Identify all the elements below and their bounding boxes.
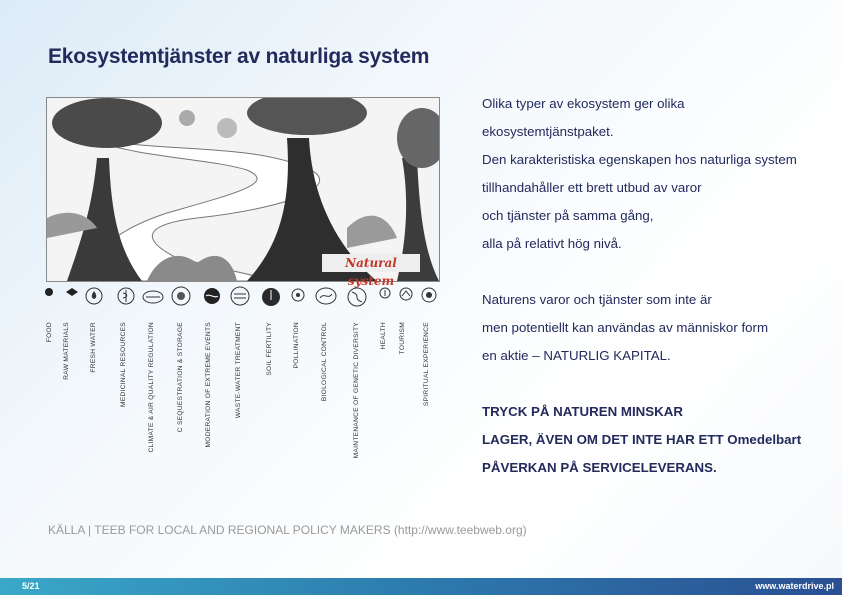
service-label: FRESH WATER [90, 322, 97, 373]
pollination-icon [289, 286, 307, 304]
service-label: TOURISM [399, 322, 406, 355]
source-citation: KÄLLA | TEEB FOR LOCAL AND REGIONAL POLICY MAKERS (http://www.teebweb.org) [48, 523, 527, 537]
medicinal-resources-icon [116, 286, 136, 306]
paragraph-ecosystem-packages [482, 90, 822, 258]
text-line: Den karakteristiska egenskapen hos naturliga system [482, 152, 797, 167]
text-line: LAGER, ÄVEN OM DET INTE HAR ETT Omedelbart [482, 432, 802, 447]
page-number: 5/21 [22, 581, 40, 591]
ecosystem-service-labels [40, 322, 440, 472]
natural-system-illustration [46, 97, 440, 288]
website-link[interactable]: www.waterdrive.pl [755, 581, 834, 591]
biological-control-icon [314, 286, 338, 306]
service-label: MAINTENANCE OF GENETIC DIVERSITY [353, 322, 360, 459]
text-line: men potentiellt kan användas av människor form [482, 320, 769, 335]
waste-water-icon [229, 286, 251, 306]
footer-bar [0, 578, 842, 595]
service-label: POLLINATION [293, 322, 300, 369]
c-sequestration-icon [170, 286, 192, 306]
ecosystem-service-icons [44, 286, 444, 312]
service-label: C SEQUESTRATION & STORAGE [177, 322, 184, 433]
text-line: TRYCK PÅ NATUREN MINSKAR [482, 404, 683, 419]
spiritual-experience-icon [420, 286, 438, 304]
text-line: en aktie – NATURLIG KAPITAL. [482, 348, 671, 363]
service-label: FOOD [46, 322, 53, 343]
genetic-diversity-icon [346, 286, 368, 308]
text-line: Naturens varor och tjänster som inte är [482, 292, 712, 307]
health-icon [378, 286, 392, 300]
service-label: RAW MATERIALS [63, 322, 70, 380]
text-line: ekosystemtjänstpaket. [482, 124, 614, 139]
slide-body-text [482, 90, 822, 482]
service-label: CLIMATE & AIR QUALITY REGULATION [148, 322, 155, 453]
natural-system-label: Natural system [322, 254, 420, 272]
paragraph-natural-capital [482, 286, 822, 370]
service-label: WASTE-WATER TREATMENT [235, 322, 242, 419]
text-line: PÅVERKAN PÅ SERVICELEVERANS. [482, 460, 717, 475]
service-label: MEDICINAL RESOURCES [120, 322, 127, 407]
service-label: MODERATION OF EXTREME EVENTS [205, 322, 212, 448]
service-label: SPIRITUAL EXPERIENCE [423, 322, 430, 407]
text-line: tillhandahåller ett brett utbud av varor [482, 180, 702, 195]
food-icon [44, 286, 56, 298]
extreme-events-icon [202, 286, 222, 306]
soil-fertility-icon [260, 286, 282, 308]
paragraph-pressure-warning [482, 398, 822, 482]
raw-materials-icon [65, 286, 79, 298]
air-quality-icon [142, 286, 164, 306]
tourism-icon [398, 286, 414, 302]
service-label: HEALTH [380, 322, 387, 350]
service-label: SOIL FERTILITY [266, 322, 273, 376]
text-line: alla på relativt hög nivå. [482, 236, 622, 251]
fresh-water-icon [84, 286, 104, 306]
service-label: BIOLOGICAL CONTROL [321, 322, 328, 402]
slide-title: Ekosystemtjänster av naturliga system [48, 45, 430, 68]
text-line: Olika typer av ekosystem ger olika [482, 96, 685, 111]
text-line: och tjänster på samma gång, [482, 208, 654, 223]
